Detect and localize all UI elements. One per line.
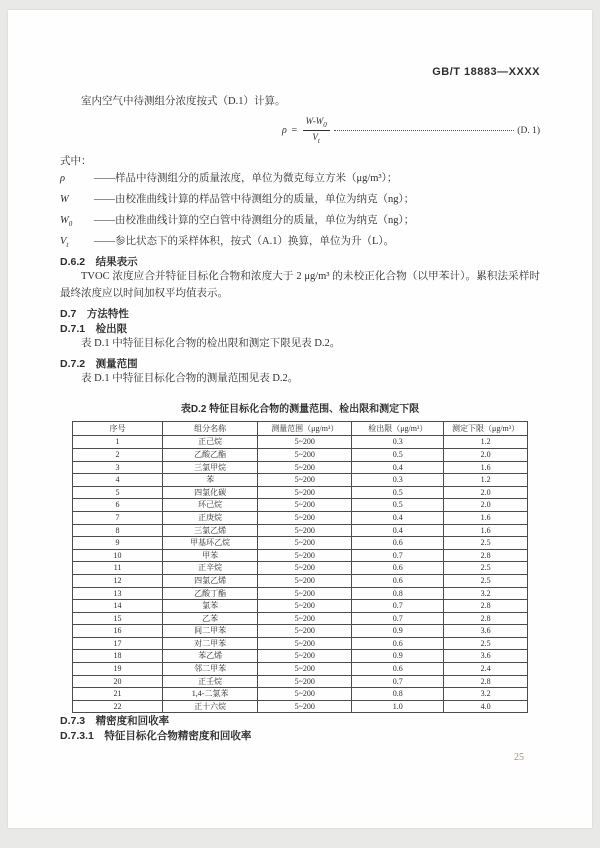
cell-index: 20 [73, 675, 163, 688]
section-heading-d71: D.7.1 检出限 [60, 322, 128, 335]
cell-component: 乙酸乙酯 [163, 448, 258, 461]
symbol-description: ——由校准曲线计算的样品管中待测组分的质量，单位为纳克（ng）； [94, 194, 415, 206]
cell-range: 5~200 [258, 650, 352, 663]
cell-component: 正己烷 [163, 436, 258, 449]
formula-equals: = [290, 125, 298, 137]
cell-quantitation-limit: 2.0 [444, 499, 528, 512]
cell-index: 7 [73, 511, 163, 524]
cell-detection-limit: 1.0 [352, 700, 444, 713]
column-header-detection-limit: 检出限（μg/m³） [352, 422, 444, 436]
document-page [8, 10, 592, 828]
cell-detection-limit: 0.3 [352, 436, 444, 449]
section-heading-d731: D.7.3.1 特征目标化合物精密度和回收率 [60, 730, 252, 743]
table-row [73, 700, 528, 713]
table-row [73, 675, 528, 688]
table-row [73, 574, 528, 587]
column-header-quantitation-limit: 测定下限（μg/m³） [444, 422, 528, 436]
table-row [73, 486, 528, 499]
formula-d1 [60, 116, 540, 145]
cell-detection-limit: 0.4 [352, 461, 444, 474]
cell-quantitation-limit: 2.5 [444, 537, 528, 550]
table-row [73, 663, 528, 676]
cell-index: 4 [73, 474, 163, 487]
cell-index: 1 [73, 436, 163, 449]
table-row [73, 448, 528, 461]
cell-component: 对二甲苯 [163, 637, 258, 650]
cell-component: 间二甲苯 [163, 625, 258, 638]
cell-index: 5 [73, 486, 163, 499]
section-heading-d73: D.7.3 精密度和回收率 [60, 715, 170, 728]
cell-range: 5~200 [258, 448, 352, 461]
cell-detection-limit: 0.6 [352, 574, 444, 587]
section-heading-d72: D.7.2 测量范围 [60, 358, 138, 371]
cell-quantitation-limit: 2.4 [444, 663, 528, 676]
table-row [73, 537, 528, 550]
cell-range: 5~200 [258, 486, 352, 499]
cell-index: 8 [73, 524, 163, 537]
cell-component: 四氯乙烯 [163, 574, 258, 587]
cell-detection-limit: 0.7 [352, 549, 444, 562]
table-row [73, 461, 528, 474]
cell-quantitation-limit: 1.6 [444, 461, 528, 474]
cell-range: 5~200 [258, 675, 352, 688]
symbol: $W_0$ [60, 215, 73, 229]
cell-quantitation-limit: 1.6 [444, 511, 528, 524]
cell-component: 正庚烷 [163, 511, 258, 524]
cell-index: 19 [73, 663, 163, 676]
table-row [73, 549, 528, 562]
cell-detection-limit: 0.7 [352, 675, 444, 688]
section-heading-d7: D.7 方法特性 [60, 307, 129, 320]
cell-index: 9 [73, 537, 163, 550]
cell-detection-limit: 0.9 [352, 625, 444, 638]
table-row [73, 562, 528, 575]
cell-detection-limit: 0.6 [352, 663, 444, 676]
cell-quantitation-limit: 3.6 [444, 650, 528, 663]
cell-quantitation-limit: 2.8 [444, 549, 528, 562]
cell-detection-limit: 0.6 [352, 537, 444, 550]
cell-component: 氯苯 [163, 600, 258, 613]
cell-detection-limit: 0.4 [352, 511, 444, 524]
table-row [73, 511, 528, 524]
cell-range: 5~200 [258, 612, 352, 625]
column-header-component: 组分名称 [163, 422, 258, 436]
cell-range: 5~200 [258, 637, 352, 650]
cell-component: 甲苯 [163, 549, 258, 562]
doc-number: GB/T 18883—XXXX [432, 66, 540, 78]
table-header [73, 422, 528, 436]
cell-component: 苯乙烯 [163, 650, 258, 663]
cell-component: 正辛烷 [163, 562, 258, 575]
cell-range: 5~200 [258, 499, 352, 512]
cell-index: 21 [73, 688, 163, 701]
cell-range: 5~200 [258, 700, 352, 713]
table-row [73, 587, 528, 600]
cell-detection-limit: 0.3 [352, 474, 444, 487]
symbol: W [60, 194, 69, 206]
table-row [73, 637, 528, 650]
cell-detection-limit: 0.4 [352, 524, 444, 537]
definition-rho [60, 170, 540, 191]
compounds-table [72, 421, 528, 713]
table-row [73, 650, 528, 663]
table-row [73, 524, 528, 537]
cell-component: 乙苯 [163, 612, 258, 625]
cell-detection-limit: 0.7 [352, 612, 444, 625]
table-caption: 表D.2 特征目标化合物的测量范围、检出限和测定下限 [180, 404, 420, 416]
symbol-description: ——样品中待测组分的质量浓度，单位为微克每立方米（μg/m³）； [94, 172, 398, 184]
cell-range: 5~200 [258, 688, 352, 701]
cell-quantitation-limit: 2.8 [444, 612, 528, 625]
cell-quantitation-limit: 2.5 [444, 637, 528, 650]
cell-index: 18 [73, 650, 163, 663]
section-body-d71: 表 D.1 中特征目标化合物的检出限和测定下限见表 D.2。 [81, 337, 341, 349]
cell-range: 5~200 [258, 663, 352, 676]
symbol-description: ——参比状态下的采样体积，按式（A.1）换算，单位为升（L）。 [94, 236, 395, 248]
cell-component: 三氯乙烯 [163, 524, 258, 537]
cell-index: 14 [73, 600, 163, 613]
table-body [73, 436, 528, 713]
table-row [73, 499, 528, 512]
table-row [73, 474, 528, 487]
cell-index: 15 [73, 612, 163, 625]
cell-quantitation-limit: 2.5 [444, 574, 528, 587]
cell-index: 16 [73, 625, 163, 638]
cell-index: 10 [73, 549, 163, 562]
cell-index: 17 [73, 637, 163, 650]
cell-component: 苯 [163, 474, 258, 487]
fraction-denominator: $V_t$ [312, 132, 320, 145]
where-label: 式中： [60, 155, 92, 167]
cell-component: 甲基环乙烷 [163, 537, 258, 550]
symbol-description: ——由校准曲线计算的空白管中待测组分的质量，单位为纳克（ng）； [94, 215, 415, 227]
table-row [73, 436, 528, 449]
column-header-range: 测量范围（μg/m³） [258, 422, 352, 436]
cell-detection-limit: 0.8 [352, 587, 444, 600]
cell-detection-limit: 0.6 [352, 562, 444, 575]
cell-index: 3 [73, 461, 163, 474]
cell-quantitation-limit: 3.2 [444, 587, 528, 600]
cell-range: 5~200 [258, 461, 352, 474]
cell-range: 5~200 [258, 474, 352, 487]
cell-quantitation-limit: 1.2 [444, 436, 528, 449]
cell-detection-limit: 0.5 [352, 486, 444, 499]
cell-quantitation-limit: 2.0 [444, 486, 528, 499]
cell-range: 5~200 [258, 537, 352, 550]
cell-component: 乙酸丁酯 [163, 587, 258, 600]
cell-quantitation-limit: 2.8 [444, 675, 528, 688]
cell-quantitation-limit: 2.5 [444, 562, 528, 575]
cell-index: 12 [73, 574, 163, 587]
symbol: ρ [60, 172, 66, 184]
table-row [73, 600, 528, 613]
cell-detection-limit: 0.9 [352, 650, 444, 663]
cell-quantitation-limit: 1.2 [444, 474, 528, 487]
cell-detection-limit: 0.5 [352, 499, 444, 512]
cell-component: 正十六烷 [163, 700, 258, 713]
cell-quantitation-limit: 2.8 [444, 600, 528, 613]
cell-range: 5~200 [258, 549, 352, 562]
cell-quantitation-limit: 2.0 [444, 448, 528, 461]
section-body-d62: TVOC 浓度应合并特征目标化合物和浓度大于 2 μg/m³ 的未校正化合物（以甲苯计）。累积法采样时最终浓度应以时间加权平均值表示。 [60, 271, 540, 299]
cell-quantitation-limit: 1.6 [444, 524, 528, 537]
cell-index: 11 [73, 562, 163, 575]
table-row [73, 688, 528, 701]
cell-index: 6 [73, 499, 163, 512]
column-header-index: 序号 [73, 422, 163, 436]
symbol-definitions [60, 170, 540, 254]
cell-component: 三氯甲烷 [163, 461, 258, 474]
cell-detection-limit: 0.6 [352, 637, 444, 650]
cell-range: 5~200 [258, 600, 352, 613]
cell-detection-limit: 0.7 [352, 600, 444, 613]
table-row [73, 625, 528, 638]
section-heading-d62: D.6.2 结果表示 [60, 256, 138, 269]
symbol: $V_t$ [60, 236, 69, 250]
cell-component: 邻二甲苯 [163, 663, 258, 676]
section-body-d72: 表 D.1 中特征目标化合物的测量范围见表 D.2。 [81, 373, 299, 385]
cell-component: 正壬烷 [163, 675, 258, 688]
cell-range: 5~200 [258, 587, 352, 600]
cell-range: 5~200 [258, 574, 352, 587]
cell-range: 5~200 [258, 511, 352, 524]
intro-paragraph: 室内空气中待测组分浓度按式（D.1）计算。 [81, 96, 286, 107]
definition-w0 [60, 212, 540, 233]
formula-expression [282, 116, 330, 145]
cell-range: 5~200 [258, 524, 352, 537]
cell-index: 22 [73, 700, 163, 713]
cell-range: 5~200 [258, 562, 352, 575]
cell-index: 2 [73, 448, 163, 461]
cell-quantitation-limit: 3.2 [444, 688, 528, 701]
cell-range: 5~200 [258, 625, 352, 638]
fraction-numerator: $W-W_0$ [303, 116, 330, 131]
definition-w [60, 191, 540, 212]
formula-lhs: ρ [282, 125, 287, 137]
page-number: 25 [514, 752, 524, 764]
cell-quantitation-limit: 4.0 [444, 700, 528, 713]
cell-component: 四氯化碳 [163, 486, 258, 499]
cell-component: 1,4-二氯苯 [163, 688, 258, 701]
dot-leader [334, 129, 515, 131]
cell-index: 13 [73, 587, 163, 600]
cell-detection-limit: 0.8 [352, 688, 444, 701]
table-row [73, 612, 528, 625]
cell-range: 5~200 [258, 436, 352, 449]
cell-component: 环己烷 [163, 499, 258, 512]
definition-vt [60, 233, 540, 254]
equation-label: (D. 1) [517, 125, 540, 136]
cell-detection-limit: 0.5 [352, 448, 444, 461]
cell-quantitation-limit: 3.6 [444, 625, 528, 638]
formula-fraction [303, 116, 330, 145]
